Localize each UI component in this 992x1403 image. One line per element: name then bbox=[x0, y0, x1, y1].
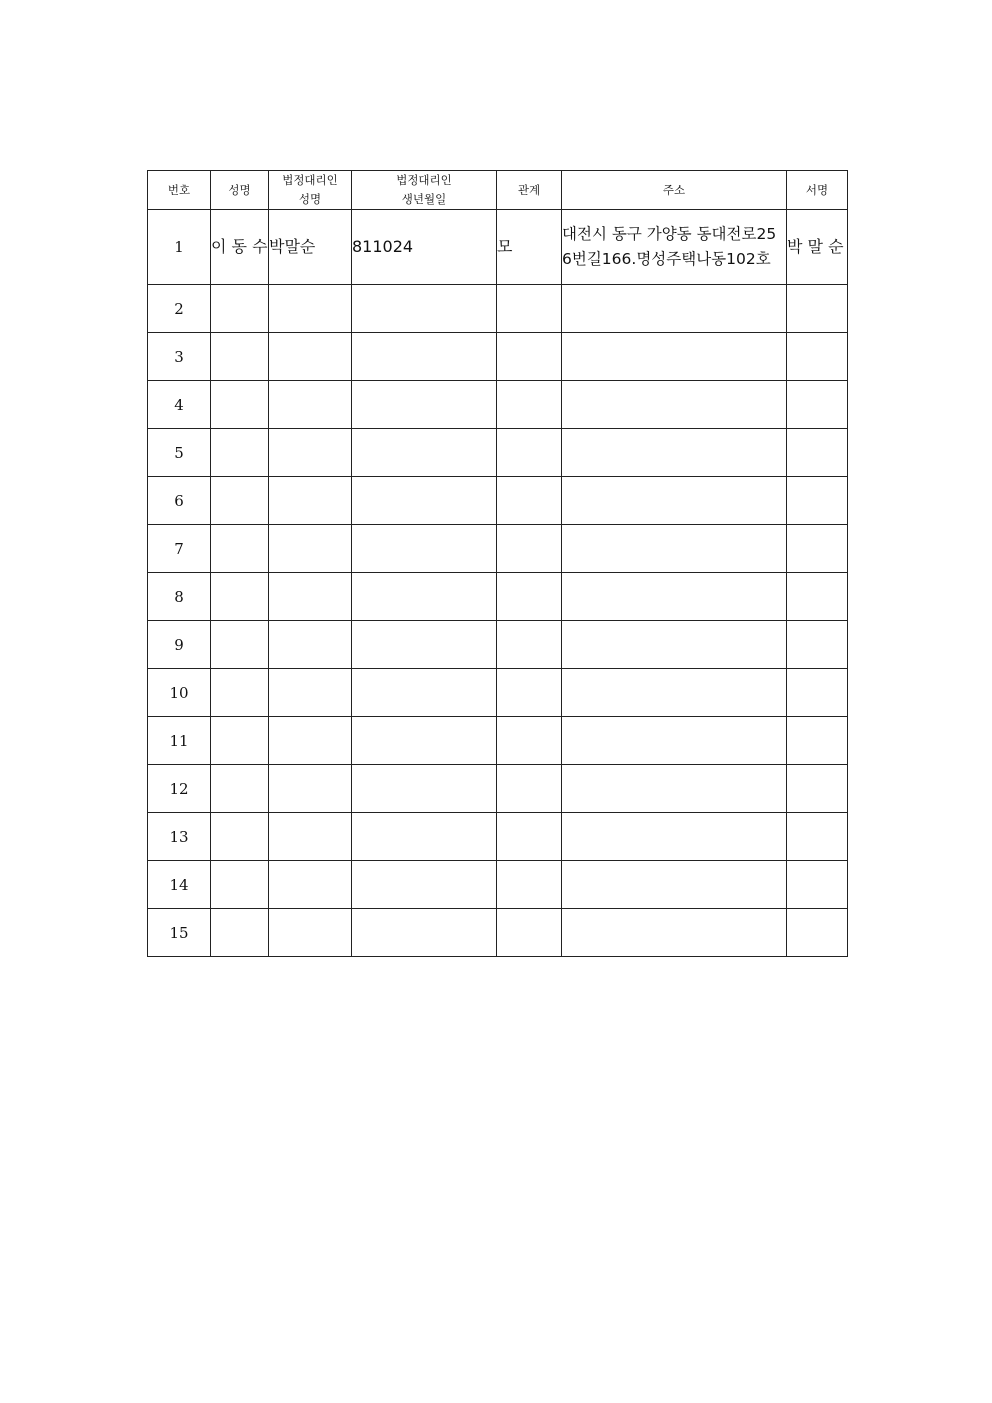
row-number-cell: 11 bbox=[148, 717, 211, 765]
row-address-cell bbox=[562, 477, 787, 525]
row-address-cell bbox=[562, 813, 787, 861]
table-row bbox=[148, 861, 848, 909]
row-name-cell bbox=[211, 381, 269, 429]
roster-body bbox=[148, 210, 848, 957]
row-name-cell bbox=[211, 717, 269, 765]
row-signature-cell bbox=[787, 669, 848, 717]
row-rep-name-cell bbox=[269, 573, 352, 621]
row-name-cell bbox=[211, 333, 269, 381]
row-signature-cell bbox=[787, 525, 848, 573]
table-row bbox=[148, 717, 848, 765]
row-number-cell: 6 bbox=[148, 477, 211, 525]
row-signature-cell bbox=[787, 813, 848, 861]
row-signature-cell bbox=[787, 477, 848, 525]
row-signature-cell bbox=[787, 621, 848, 669]
table-row bbox=[148, 669, 848, 717]
row-rep-name-cell bbox=[269, 861, 352, 909]
row-rep-name-cell bbox=[269, 909, 352, 957]
row-name-cell bbox=[211, 765, 269, 813]
row-number-cell: 7 bbox=[148, 525, 211, 573]
header-rep-name-line2: 성명 bbox=[298, 192, 322, 206]
row-rep-name-cell bbox=[269, 381, 352, 429]
row-rep-birth-cell bbox=[352, 717, 497, 765]
row-signature-cell bbox=[787, 381, 848, 429]
row-name-cell bbox=[211, 285, 269, 333]
table-row bbox=[148, 477, 848, 525]
row-rep-birth-cell bbox=[352, 477, 497, 525]
row-rep-birth-cell: 811024 bbox=[352, 210, 497, 285]
row-relation-cell bbox=[497, 717, 562, 765]
header-rep-name-line1: 법정대리인 bbox=[282, 173, 338, 187]
row-signature-cell bbox=[787, 861, 848, 909]
row-relation-cell bbox=[497, 765, 562, 813]
table-row bbox=[148, 621, 848, 669]
row-name-cell bbox=[211, 525, 269, 573]
header-name: 성명 bbox=[211, 171, 269, 210]
row-rep-name-cell bbox=[269, 717, 352, 765]
row-relation-cell bbox=[497, 573, 562, 621]
row-signature-cell: 박 말 순 bbox=[787, 210, 848, 285]
table-row bbox=[148, 285, 848, 333]
row-address-cell bbox=[562, 909, 787, 957]
row-name-cell: 이 동 수 bbox=[211, 210, 269, 285]
row-rep-birth-cell bbox=[352, 813, 497, 861]
row-rep-name-cell bbox=[269, 477, 352, 525]
row-rep-name-cell: 박말순 bbox=[269, 210, 352, 285]
row-name-cell bbox=[211, 669, 269, 717]
table-row bbox=[148, 813, 848, 861]
row-rep-name-cell bbox=[269, 765, 352, 813]
row-rep-birth-cell bbox=[352, 285, 497, 333]
row-address-cell bbox=[562, 381, 787, 429]
header-address: 주소 bbox=[562, 171, 787, 210]
row-relation-cell bbox=[497, 621, 562, 669]
row-number-cell: 9 bbox=[148, 621, 211, 669]
row-number-cell: 4 bbox=[148, 381, 211, 429]
row-relation-cell bbox=[497, 333, 562, 381]
row-number-cell: 5 bbox=[148, 429, 211, 477]
row-rep-name-cell bbox=[269, 429, 352, 477]
row-signature-cell bbox=[787, 333, 848, 381]
row-signature-cell bbox=[787, 429, 848, 477]
row-number-cell: 13 bbox=[148, 813, 211, 861]
table-row bbox=[148, 525, 848, 573]
row-rep-birth-cell bbox=[352, 381, 497, 429]
row-number-cell: 10 bbox=[148, 669, 211, 717]
header-row bbox=[148, 171, 848, 210]
header-rep-birth-line2: 생년월일 bbox=[401, 192, 447, 206]
row-relation-cell bbox=[497, 909, 562, 957]
row-rep-birth-cell bbox=[352, 573, 497, 621]
row-relation-cell bbox=[497, 813, 562, 861]
row-rep-name-cell bbox=[269, 621, 352, 669]
row-relation-cell bbox=[497, 669, 562, 717]
row-rep-birth-cell bbox=[352, 861, 497, 909]
row-name-cell bbox=[211, 573, 269, 621]
row-signature-cell bbox=[787, 573, 848, 621]
row-relation-cell bbox=[497, 381, 562, 429]
row-rep-birth-cell bbox=[352, 909, 497, 957]
row-address-cell bbox=[562, 285, 787, 333]
header-rep-birth bbox=[352, 171, 497, 210]
header-number: 번호 bbox=[148, 171, 211, 210]
row-signature-cell bbox=[787, 765, 848, 813]
row-rep-birth-cell bbox=[352, 429, 497, 477]
row-number-cell: 8 bbox=[148, 573, 211, 621]
row-address-cell bbox=[562, 429, 787, 477]
row-number-cell: 2 bbox=[148, 285, 211, 333]
row-number-cell: 12 bbox=[148, 765, 211, 813]
row-relation-cell bbox=[497, 861, 562, 909]
row-address-cell: 대전시 동구 가양동 동대전로256번길166.명성주택나동102호 bbox=[562, 210, 787, 285]
row-relation-cell bbox=[497, 285, 562, 333]
row-name-cell bbox=[211, 909, 269, 957]
header-rep-name bbox=[269, 171, 352, 210]
row-relation-cell: 모 bbox=[497, 210, 562, 285]
table-row bbox=[148, 429, 848, 477]
row-signature-cell bbox=[787, 285, 848, 333]
row-name-cell bbox=[211, 861, 269, 909]
row-relation-cell bbox=[497, 525, 562, 573]
row-address-cell bbox=[562, 333, 787, 381]
row-rep-birth-cell bbox=[352, 525, 497, 573]
row-rep-name-cell bbox=[269, 813, 352, 861]
table-row bbox=[148, 573, 848, 621]
row-name-cell bbox=[211, 621, 269, 669]
table-row bbox=[148, 333, 848, 381]
row-rep-birth-cell bbox=[352, 669, 497, 717]
row-rep-name-cell bbox=[269, 669, 352, 717]
row-address-cell bbox=[562, 765, 787, 813]
table-row bbox=[148, 765, 848, 813]
row-name-cell bbox=[211, 429, 269, 477]
table-row bbox=[148, 381, 848, 429]
row-address-cell bbox=[562, 861, 787, 909]
row-signature-cell bbox=[787, 717, 848, 765]
row-rep-birth-cell bbox=[352, 765, 497, 813]
row-rep-name-cell bbox=[269, 285, 352, 333]
row-number-cell: 14 bbox=[148, 861, 211, 909]
row-address-cell bbox=[562, 669, 787, 717]
row-number-cell: 3 bbox=[148, 333, 211, 381]
row-rep-name-cell bbox=[269, 333, 352, 381]
row-number-cell: 15 bbox=[148, 909, 211, 957]
row-rep-name-cell bbox=[269, 525, 352, 573]
row-signature-cell bbox=[787, 909, 848, 957]
row-relation-cell bbox=[497, 477, 562, 525]
table-row bbox=[148, 210, 848, 285]
row-rep-birth-cell bbox=[352, 621, 497, 669]
header-relation: 관계 bbox=[497, 171, 562, 210]
header-rep-birth-line1: 법정대리인 bbox=[396, 173, 452, 187]
row-address-cell bbox=[562, 717, 787, 765]
row-rep-birth-cell bbox=[352, 333, 497, 381]
row-name-cell bbox=[211, 813, 269, 861]
row-address-cell bbox=[562, 525, 787, 573]
row-name-cell bbox=[211, 477, 269, 525]
roster-table bbox=[147, 170, 848, 957]
row-number-cell: 1 bbox=[148, 210, 211, 285]
row-relation-cell bbox=[497, 429, 562, 477]
header-signature: 서명 bbox=[787, 171, 848, 210]
row-address-cell bbox=[562, 573, 787, 621]
table-row bbox=[148, 909, 848, 957]
row-address-cell bbox=[562, 621, 787, 669]
